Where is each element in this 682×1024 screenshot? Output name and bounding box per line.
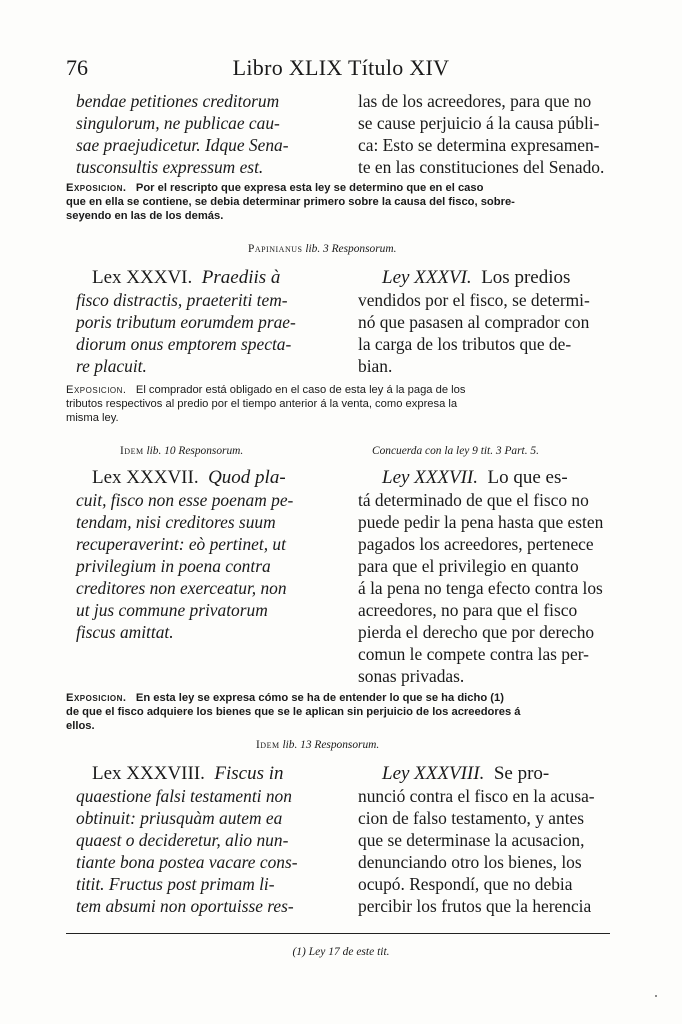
text-line: para que el privilegio en quanto <box>358 556 579 576</box>
text-line: tendam, nisi creditores suum <box>76 512 276 532</box>
text-line: sonas privadas. <box>358 666 465 686</box>
source-heading-1 <box>248 243 396 255</box>
latin-column-36 <box>92 266 280 289</box>
text-line: la carga de los tributos que de- <box>358 334 572 354</box>
text-line: obtinuit: priusquàm autem ea <box>76 808 283 828</box>
spanish-body-38 <box>358 785 595 917</box>
ley-number: Ley XXXVII. <box>382 467 479 488</box>
text-line: re placuit. <box>76 356 147 376</box>
lex-heading <box>92 266 280 289</box>
lex-first-words: Praediis à <box>201 267 281 288</box>
source-author: Idem <box>120 445 144 457</box>
text-line: puede pedir la pena hasta que esten <box>358 512 604 532</box>
spanish-column-38 <box>382 762 549 785</box>
spanish-column-1 <box>358 90 604 178</box>
spanish-body-36 <box>358 289 590 377</box>
text-line: diorum onus emptorem specta- <box>76 334 292 354</box>
text-line <box>66 691 624 705</box>
text-line: que se determinase la acusacion, <box>358 830 585 850</box>
concordance-note: Concuerda con la ley 9 tit. 3 Part. 5. <box>372 445 539 457</box>
source-author: Papinianus <box>248 243 303 255</box>
text-line: seyendo en las de los demás. <box>66 210 224 222</box>
text-line: cuit, fisco non esse poenam pe- <box>76 490 294 510</box>
text-line: cion de falso testamento, y antes <box>358 808 585 828</box>
spanish-column-36 <box>382 266 570 289</box>
lex-number: Lex XXXVI. <box>92 267 193 288</box>
latin-body-37 <box>76 489 293 643</box>
ley-heading <box>382 266 570 289</box>
lex-number: Lex XXXVIII. <box>92 763 205 784</box>
text-line: pierda el derecho que por derecho <box>358 622 595 642</box>
text-line: tá determinado de que el fisco no <box>358 490 589 510</box>
exposicion-text: El comprador está obligado en el caso de esta ley á la paga de los <box>135 384 466 396</box>
text-line: acreedores, no para que el fisco <box>358 600 578 620</box>
ley-heading <box>382 466 568 489</box>
spanish-column-37 <box>382 466 568 489</box>
text-line <box>66 181 624 195</box>
source-text: lib. 3 Responsorum. <box>305 243 397 255</box>
text-line: misma ley. <box>66 412 119 424</box>
text-line: tiante bona postea vacare cons- <box>76 852 298 872</box>
text-line: nó que pasasen al comprador con <box>358 312 590 332</box>
latin-column-1 <box>76 90 289 178</box>
text-line: á la pena no tenga efecto contra los <box>358 578 603 598</box>
ley-number: Ley XXXVI. <box>382 267 472 288</box>
page-title: Libro XLIX Título XIV <box>232 55 450 80</box>
ley-first-words: Lo que es- <box>487 467 568 488</box>
text-line: tusconsultis expressum est. <box>76 157 264 177</box>
text-line <box>66 383 624 397</box>
text-line: creditores non exerceatur, non <box>76 578 287 598</box>
text-line: poris tributum eorumdem prae- <box>76 312 296 332</box>
ley-number: Ley XXXVIII. <box>382 763 485 784</box>
exposicion-1 <box>66 181 624 223</box>
text-line: titit. Fructus post primam li- <box>76 874 275 894</box>
exposicion-text: En esta ley se expresa cómo se ha de entender lo que se ha dicho (1) <box>135 692 504 704</box>
latin-column-38 <box>92 762 284 785</box>
text-line: ocupó. Respondí, que no debia <box>358 874 573 894</box>
text-line: se cause perjuicio á la causa públi- <box>358 113 600 133</box>
text-line: nunció contra el fisco en la acusa- <box>358 786 595 806</box>
latin-column-37 <box>92 466 286 489</box>
text-line: sae praejudicetur. Idque Sena- <box>76 135 289 155</box>
text-line: singulorum, ne publicae cau- <box>76 113 280 133</box>
latin-body-38 <box>76 785 298 917</box>
text-line: fisco distractis, praeteriti tem- <box>76 290 288 310</box>
exposicion-label: Exposicion. <box>66 384 127 396</box>
text-line: percibir los frutos que la herencia <box>358 896 592 916</box>
source-text: lib. 10 Responsorum. <box>146 445 244 457</box>
ley-first-words: Los predios <box>481 267 571 288</box>
exposicion-text: Por el rescripto que expresa esta ley se determino que en el caso <box>135 182 484 194</box>
source-author: Idem <box>256 739 280 751</box>
text-line: recuperaverint: eò pertinet, ut <box>76 534 286 554</box>
footnote: (1) Ley 17 de este tit. <box>292 946 390 958</box>
text-line: ellos. <box>66 720 95 732</box>
source-text: lib. 13 Responsorum. <box>282 739 380 751</box>
lex-heading <box>92 762 284 785</box>
text-line: tem absumi non oportuisse res- <box>76 896 294 916</box>
ley-heading <box>382 762 549 785</box>
text-line: comun le compete contra las per- <box>358 644 589 664</box>
text-line: bian. <box>358 356 393 376</box>
lex-number: Lex XXXVII. <box>92 467 199 488</box>
lex-heading <box>92 466 286 489</box>
text-line: las de los acreedores, para que no <box>358 91 592 111</box>
spanish-body-37 <box>358 489 603 687</box>
ley-first-words: Se pro- <box>493 763 550 784</box>
text-line: tributos respectivos al predio por el tiempo anterior á la venta, como expresa la <box>66 398 458 410</box>
text-line: de que el fisco adquiere los bienes que se le aplican sin perjuicio de los acreedores á <box>66 706 521 718</box>
exposicion-label: Exposicion. <box>66 692 127 704</box>
text-line: denunciando otro los bienes, los <box>358 852 582 872</box>
text-line: fiscus amittat. <box>76 622 174 642</box>
text-line: pagados los acreedores, pertenece <box>358 534 594 554</box>
page-number: 76 <box>66 55 88 80</box>
lex-first-words: Fiscus in <box>214 763 284 784</box>
text-line: ca: Esto se determina expresamen- <box>358 135 600 155</box>
text-line: vendidos por el fisco, se determi- <box>358 290 590 310</box>
exposicion-label: Exposicion. <box>66 182 127 194</box>
exposicion-3 <box>66 691 624 733</box>
source-heading-2 <box>120 445 243 457</box>
exposicion-2 <box>66 383 624 425</box>
text-line: quaest o decideretur, alio nun- <box>76 830 289 850</box>
text-line: quaestione falsi testamenti non <box>76 786 292 806</box>
lex-first-words: Quod pla- <box>208 467 286 488</box>
text-line: ut jus commune privatorum <box>76 600 268 620</box>
text-line: te en las constituciones del Senado. <box>358 157 605 177</box>
latin-body-36 <box>76 289 296 377</box>
source-heading-3 <box>256 739 379 751</box>
footnote-rule <box>66 933 610 934</box>
text-line: privilegium in poena contra <box>76 556 271 576</box>
speck-mark <box>655 995 657 997</box>
text-line: bendae petitiones creditorum <box>76 91 280 111</box>
text-line: que en ella se contiene, se debia determinar primero sobre la causa del fisco, sobre- <box>66 196 515 208</box>
